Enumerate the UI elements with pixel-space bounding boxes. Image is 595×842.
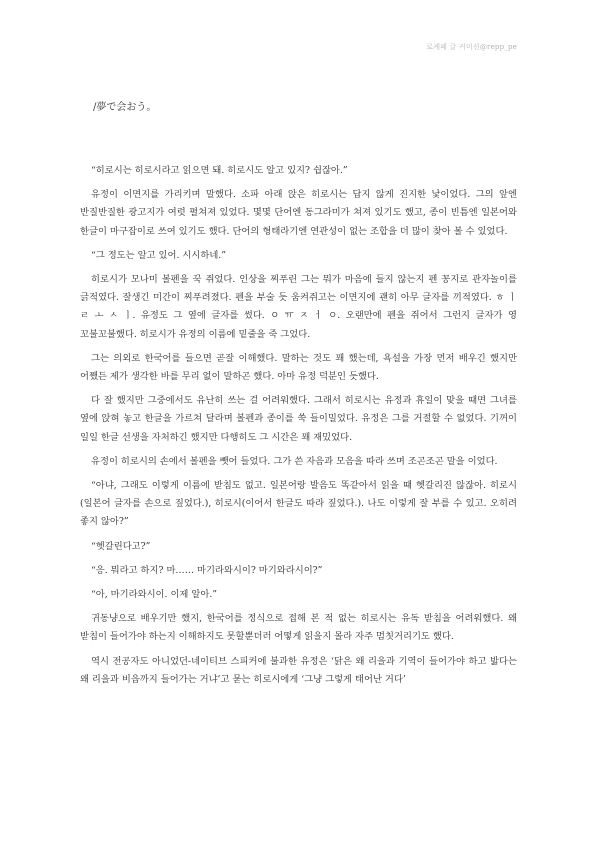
paragraph: 유정이 히로시의 손에서 볼펜을 뺏어 들었다. 그가 쓴 자음과 모음을 따라 쓰며 조곤조곤 말을 이었다. — [91, 455, 498, 467]
paragraph: 히로시가 모나미 볼펜을 꾹 쥐었다. 인상을 찌푸린 그는 뭐가 마음에 들지 않는지 펜 꽁지로 관자놀이를 긁적였다. 잘생긴 미간이 찌푸려졌다. 펜을 부술 듯 움켜쥐고는 이면지에 괜히 아무 글자를 끼적였다. ㅎ ㅣ ㄹ ㅗ ㅅ ㅣ. 유정도 그 옆에 글자를 썼다. ㅇ ㅠ ㅈ ㅓ ㅇ. 오랜만에 펜을 쥐어서 그런지 글자가 영 꼬불꼬불했다. 히로시가 유정의 이름에 밑줄을 죽 그었다. — [80, 274, 517, 340]
epigraph: /夢で会おう。 — [93, 102, 157, 113]
paragraph: “아냐, 그래도 이렇게 이름에 받침도 없고. 일본어랑 발음도 똑같아서 읽을 때 헷갈리진 않잖아. 히로시(일본어 글자를 손으로 짚었다.), 히로시(이어서 한글도 따라 짚었다.). 나도 이렇게 잘 부를 수 있고. 오히려 좋지 않아?” — [80, 480, 517, 528]
paragraph: “응. 뭐라고 하지? 마…… 마기라와시이? 마기와라시이?” — [91, 564, 323, 576]
paragraph: 유정이 이면지를 가리키며 말했다. 소파 아래 앉은 히로시는 답지 않게 진지한 낯이었다. 그의 앞엔 반질반질한 광고지가 여럿 펼쳐져 있었다. 몇몇 단어엔 동그라미가 쳐져 있기도 했고, 종이 빈틈엔 일본어와 한글이 마구잡이로 쓰여 있기도 했다. 단어의 형태라기엔 연관성이 없는 조합을 더 많이 찾아 볼 수 있었다. — [80, 189, 517, 237]
paragraph: 다 잘 했지만 그중에서도 유난히 쓰는 걸 어려워했다. 그래서 히로시는 유정과 휴일이 맞을 때면 그녀를 옆에 앉혀 놓고 한글을 가르쳐 달라며 볼펜과 종이를 쑥 들이밀었다. 유정은 그를 거절할 수 없었다. 기꺼이 일일 한글 선생을 자처하긴 했지만 다행히도 그 시간은 꽤 재밌었다. — [80, 395, 517, 443]
paragraph: “헷갈린다고?” — [91, 540, 151, 552]
paragraph: “히로시는 히로시라고 읽으면 돼. 히로시도 알고 있지? 쉽잖아.” — [91, 165, 348, 176]
paragraph: “아, 마기라와시이. 이제 알아.” — [91, 589, 218, 601]
body-text — [80, 162, 517, 695]
paragraph: 귀동냥으로 배우기만 했지, 한국어를 정식으로 접해 본 적 없는 히로시는 유독 받침을 어려워했다. 왜 받침이 들어가야 하는지 이해하지도 못할뿐더러 어떻게 읽을지 몰라 자주 멈칫거리기도 했다. — [80, 613, 517, 643]
paragraph: “그 정도는 알고 있어. 시시하네.” — [91, 249, 227, 261]
header-credit: 로케페 글 커미션@repp_pe — [426, 43, 517, 51]
paragraph: 그는 의외로 한국어를 들으면 곧잘 이해했다. 말하는 것도 꽤 했는데, 욕설을 가장 먼저 배우긴 했지만 어쨌든 제가 생각한 바를 무리 없이 말하곤 했다. 아마 유정 덕분인 듯했다. — [80, 352, 517, 383]
paragraph: 역시 전공자도 아니었던-네이티브 스피커에 불과한 유정은 ‘닭은 왜 리을과 기역이 들어가야 하고 밟다는 왜 리을과 비읍까지 들어가는 거냐’고 묻는 히로시에게 ‘그냥 그렇게 태어난 거다’ — [80, 655, 517, 685]
